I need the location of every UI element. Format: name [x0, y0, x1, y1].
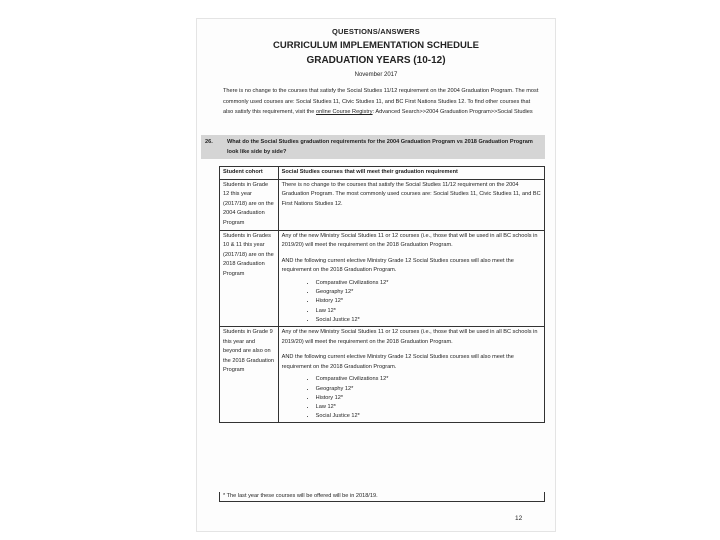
- list-item: • Comparative Civilizations 12*: [316, 375, 541, 384]
- intro-paragraph: [223, 86, 541, 118]
- page-number: 12: [515, 515, 523, 522]
- row3-para2: AND the following current elective Ministry Grade 12 Social Studies courses will also meet the requirement on the 2018 Graduation Program.: [281, 354, 514, 370]
- row3-cohort: Students in Grade 9 this year and beyond are also on the 2018 Graduation Program: [220, 326, 279, 422]
- question-banner: [201, 135, 545, 159]
- online-course-registry-link[interactable]: online Course Registry: [315, 109, 373, 115]
- row2-course-list: [282, 279, 541, 325]
- row3-course-list: [282, 375, 541, 421]
- list-item: • Geography 12*: [316, 385, 541, 394]
- table-row: [220, 230, 545, 326]
- document-page: [196, 18, 556, 532]
- intro-tail: : Advanced Search>>2004 Graduation Program>>Social Studies: [372, 109, 533, 115]
- list-item: • Comparative Civilizations 12*: [316, 279, 541, 288]
- row2-para1: Any of the new Ministry Social Studies 11 or 12 courses (i.e., those that will be used in all BC schools in 2019/20) will meet the requirement on the 2018 Graduation Program.: [281, 232, 538, 249]
- list-item: • Law 12*: [316, 307, 541, 316]
- document-date: November 2017: [354, 72, 398, 78]
- table-footnote: * The last year these courses will be offered will be in 2018/19.: [219, 492, 545, 502]
- header-graduation-years: GRADUATION YEARS (10-12): [306, 55, 446, 66]
- col-header-courses: Social Studies courses that will meet their graduation requirement: [278, 167, 544, 180]
- header-questions-answers: QUESTIONS/ANSWERS: [332, 27, 420, 36]
- list-item: • History 12*: [316, 297, 541, 306]
- row2-courses: [278, 230, 544, 326]
- question-number: 26.: [205, 139, 213, 145]
- list-item: • History 12*: [316, 394, 541, 403]
- table-row: [220, 326, 545, 422]
- row3-courses: [278, 326, 544, 422]
- row3-para1: Any of the new Ministry Social Studies 11 or 12 courses (i.e., those that will be used in all BC schools in 2019/20) will meet the requirement on the 2018 Graduation Program.: [281, 328, 538, 345]
- table-header-row: [220, 167, 545, 180]
- intro-text: There is no change to the courses that satisfy the Social Studies 11/12 requirement on the 2004 Graduation Program. The most commonly used courses are: Social Studies 11, Civic Studies 11, and BC First Nations Studies 12. To find other courses that also satisfy this requirement, visit the: [223, 88, 539, 115]
- list-item: • Social Justice 12*: [316, 316, 541, 325]
- list-item: • Social Justice 12*: [316, 412, 541, 421]
- requirements-table: [219, 166, 545, 423]
- row2-para2: AND the following current elective Ministry Grade 12 Social Studies courses will also meet the requirement on the 2018 Graduation Program.: [281, 257, 514, 274]
- row1-courses: There is no change to the courses that satisfy the Social Studies 11/12 requirement on the 2004 Graduation Program. The most commonly used courses are: Social Studies 11, Civic Studies 11, and BC First Nations Studies 12.: [278, 179, 544, 230]
- row1-cohort: Students in Grade 12 this year (2017/18) are on the 2004 Graduation Program: [220, 179, 279, 230]
- col-header-cohort: Student cohort: [220, 167, 279, 180]
- table-row: [220, 179, 545, 230]
- list-item: • Geography 12*: [316, 288, 541, 297]
- row2-cohort: Students in Grades 10 & 11 this year (2017/18) are on the 2018 Graduation Program: [220, 230, 279, 326]
- header-curriculum-schedule: CURRICULUM IMPLEMENTATION SCHEDULE: [273, 40, 479, 51]
- question-text: What do the Social Studies graduation requirements for the 2004 Graduation Program vs 2018 Graduation Program look like side by side?: [227, 139, 533, 155]
- list-item: • Law 12*: [316, 403, 541, 412]
